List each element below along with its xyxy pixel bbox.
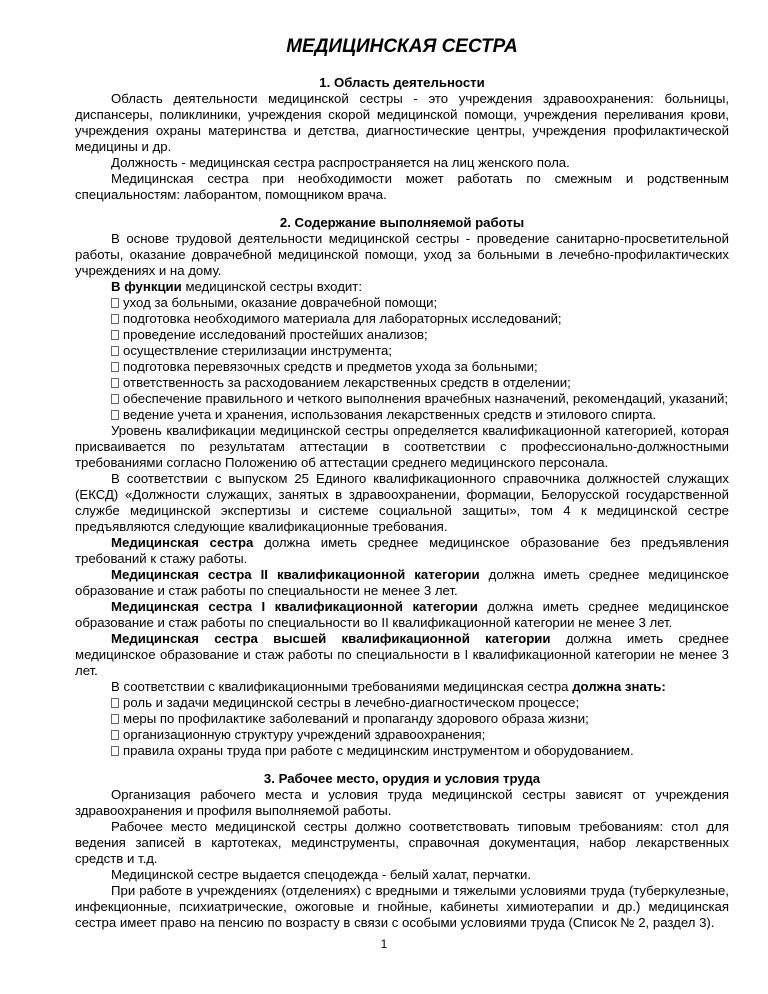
paragraph xyxy=(75,631,729,679)
document-body xyxy=(75,75,729,931)
list-item xyxy=(75,327,729,343)
list-item xyxy=(75,407,729,423)
bullet-icon xyxy=(111,362,119,372)
list-item xyxy=(75,375,729,391)
paragraph xyxy=(75,867,729,883)
paragraph xyxy=(75,819,729,867)
paragraph-text: Должность - медицинская сестра распространяется на лиц женского пола. xyxy=(111,155,570,170)
bold-lead: Медицинская сестра II квалификационной категории xyxy=(111,567,480,582)
list-item xyxy=(75,359,729,375)
paragraph-text: должна иметь среднее медицинское образование и стаж работы по специальности во II квалификационной категории не менее 3 лет. xyxy=(75,599,729,630)
paragraph-text: подготовка перевязочных средств и предметов ухода за больными; xyxy=(123,359,538,374)
paragraph xyxy=(75,171,729,203)
paragraph xyxy=(75,471,729,535)
paragraph xyxy=(75,155,729,171)
paragraph-text: В соответствии с выпуском 25 Единого квалификационного справочника должностей служащих (ЕКСД) «Должности служащих, занятых в здравоохранении, формации, Белорусской государственной службе медицинской экспертизы и системе социальной защиты», том 4 к медицинской сестре предъявляются следующие квалификационные требования. xyxy=(75,471,729,534)
bullet-icon xyxy=(111,378,119,388)
list-item xyxy=(75,311,729,327)
paragraph xyxy=(75,599,729,631)
paragraph-text: ответственность за расходованием лекарственных средств в отделении; xyxy=(123,375,571,390)
paragraph-text: организационную структуру учреждений здравоохранения; xyxy=(123,727,486,742)
paragraph-text: Рабочее место медицинской сестры должно соответствовать типовым требованиям: стол для ведения записей в картотеках, мединструменты, справочная документация, набор лекарственных средств и т.д. xyxy=(75,819,729,866)
paragraph xyxy=(75,679,729,695)
paragraph-text: Медицинской сестре выдается спецодежда - белый халат, перчатки. xyxy=(111,867,532,882)
paragraph-text: В основе трудовой деятельности медицинской сестры - проведение санитарно-просветительной работы, оказание доврачебной медицинской помощи, уход за больными в лечебно-профилактических учреждениях и на дому. xyxy=(75,231,729,278)
bullet-icon xyxy=(111,330,119,340)
paragraph-text: правила охраны труда при работе с медицинским инструментом и оборудованием. xyxy=(123,743,634,758)
section-heading: 2. Содержание выполняемой работы xyxy=(279,215,525,230)
paragraph xyxy=(75,883,729,931)
paragraph-text: Медицинская сестра при необходимости может работать по смежным и родственным специальностям: лаборантом, помощником врача. xyxy=(75,171,729,202)
list-item xyxy=(75,695,729,711)
bold-tail: должна знать: xyxy=(572,679,666,694)
paragraph xyxy=(75,279,729,295)
paragraph-text: Организация рабочего места и условия труда медицинской сестры зависят от учреждения здравоохранения и профиля выполняемой работы. xyxy=(75,787,729,818)
bullet-icon xyxy=(111,394,119,404)
paragraph-text: Область деятельности медицинской сестры - это учреждения здравоохранения: больницы, диспансеры, поликлиники, учреждения скорой медицинской помощи, учреждения переливания крови, учреждения охраны материнства и детства, диагностические центры, учреждения профилактической медицины и др. xyxy=(75,91,729,154)
list-item xyxy=(75,743,729,759)
list-item xyxy=(75,711,729,727)
bullet-icon xyxy=(111,314,119,324)
list-item xyxy=(75,391,729,407)
bullet-icon xyxy=(111,714,119,724)
paragraph-text: должна иметь среднее медицинское образование и стаж работы по специальности в I квалификационной категории не менее 3 лет. xyxy=(75,631,729,678)
paragraph xyxy=(75,91,729,155)
paragraph-text: подготовка необходимого материала для лабораторных исследований; xyxy=(123,311,562,326)
document-title: МЕДИЦИНСКАЯ СЕСТРА xyxy=(286,36,518,57)
paragraph-text: проведение исследований простейших анализов; xyxy=(123,327,428,342)
bold-lead: В функции xyxy=(111,279,182,294)
bullet-icon xyxy=(111,346,119,356)
bullet-icon xyxy=(111,298,119,308)
paragraph-text: В соответствии с квалификационными требованиями медицинская сестра xyxy=(111,679,573,694)
list-item xyxy=(75,295,729,311)
paragraph-text: Уровень квалификации медицинской сестры определяется квалификационной категорией, которая присваивается по результатам аттестации в соответствии с профессионально-должностными требованиями согласно Положению об аттестации среднего медицинского персонала. xyxy=(75,423,729,470)
bold-lead: Медицинская сестра высшей квалификационной категории xyxy=(111,631,551,646)
section-heading: 3. Рабочее место, орудия и условия труда xyxy=(263,771,541,786)
paragraph xyxy=(75,423,729,471)
paragraph-text: осуществление стерилизации инструмента; xyxy=(123,343,392,358)
section-1 xyxy=(75,75,729,203)
paragraph-text: должна иметь среднее медицинское образование без предъявления требований к стажу работы. xyxy=(75,535,730,566)
paragraph xyxy=(75,535,729,567)
paragraph-text: ведение учета и хранения, использования лекарственных средств и этилового спирта. xyxy=(123,407,657,422)
list-item xyxy=(75,727,729,743)
bullet-icon xyxy=(111,698,119,708)
section-2 xyxy=(75,215,729,759)
page-number: 1 xyxy=(380,937,388,951)
paragraph xyxy=(75,787,729,819)
bold-lead: Медицинская сестра I квалификационной категории xyxy=(111,599,478,614)
paragraph-text: роль и задачи медицинской сестры в лечебно-диагностическом процессе; xyxy=(123,695,580,710)
bullet-icon xyxy=(111,730,119,740)
bullet-icon xyxy=(111,746,119,756)
paragraph-text: обеспечение правильного и четкого выполнения врачебных назначений, рекомендаций, указаний; xyxy=(123,391,729,406)
bullet-icon xyxy=(111,410,119,420)
section-heading: 1. Область деятельности xyxy=(319,75,485,90)
list-item xyxy=(75,343,729,359)
paragraph xyxy=(75,567,729,599)
paragraph-text: медицинской сестры входит: xyxy=(181,279,362,294)
paragraph-text: При работе в учреждениях (отделениях) с вредными и тяжелыми условиями труда (туберкулезные, инфекционные, психиатрические, ожоговые и гнойные, кабинеты химиотерапии и др.) медицинская сестра имеет право на пенсию по возрасту в связи с особыми условиями труда (Список № 2, раздел 3). xyxy=(75,883,729,930)
section-3 xyxy=(75,771,729,931)
bold-lead: Медицинская сестра xyxy=(111,535,254,550)
paragraph xyxy=(75,231,729,279)
paragraph-text: меры по профилактике заболеваний и пропаганду здорового образа жизни; xyxy=(123,711,589,726)
paragraph-text: должна иметь среднее медицинское образование и стаж работы по специальности не менее 3 лет. xyxy=(75,567,729,598)
paragraph-text: уход за больными, оказание доврачебной помощи; xyxy=(123,295,438,310)
